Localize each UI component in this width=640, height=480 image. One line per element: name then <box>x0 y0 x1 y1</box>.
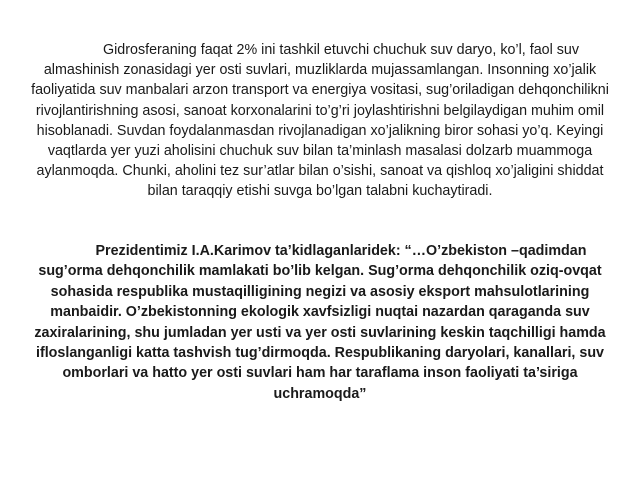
paragraph-president-quote: Prezidentimiz I.A.Karimov ta’kidlaganlaridek: “…O’zbekiston –qadimdan sug’orma dehqonchilik mamlakati bo’lib kelgan. Sug’orma dehqonchilik oziq-ovqat sohasida respublika mustaqilligining negizi va asosiy eksport mahsulotlarining manbaidir. O’zbekistonning ekologik xavfsizligi nuqtai nazardan qaraganda suv zaxiralarining, shu jumladan yer usti va yer osti suvlarining keskin taqchilligi hamda ifloslanganligi katta tashvish tug’dirmoqda. Respublikaning daryolari, kanallari, suv omborlari va hatto yer osti suvlari ham har taraflama inson faoliyati ta’siriga uchramoqda” <box>34 243 606 402</box>
paragraph-water-resources: Gidrosferaning faqat 2% ini tashkil etuvchi chuchuk suv daryo, ko’l, faol suv almashinish zonasidagi yer osti suvlari, muzliklarda mujassamlangan. Insonning xo’jalik faoliyatida suv manbalari arzon transport va energiya vositasi, sug’oriladigan dehqonchilikni rivojlantirishning asosi, sanoat korxonalarini to’g’ri joylashtirishni belgilaydigan muhim omil hisoblanadi. Suvdan foydalanmasdan rivojlanadigan xo’jalikning biror sohasi yo’q. Keyingi vaqtlarda yer yuzi aholisini chuchuk suv bilan ta’minlash masalasi dolzarb muammoga aylanmoqda. Chunki, aholini tez sur’atlar bilan o’sishi, sanoat va qishloq xo’jaligini shiddat bilan taraqqiy etishi suvga bo’lgan talabni kuchaytiradi. <box>31 42 609 200</box>
